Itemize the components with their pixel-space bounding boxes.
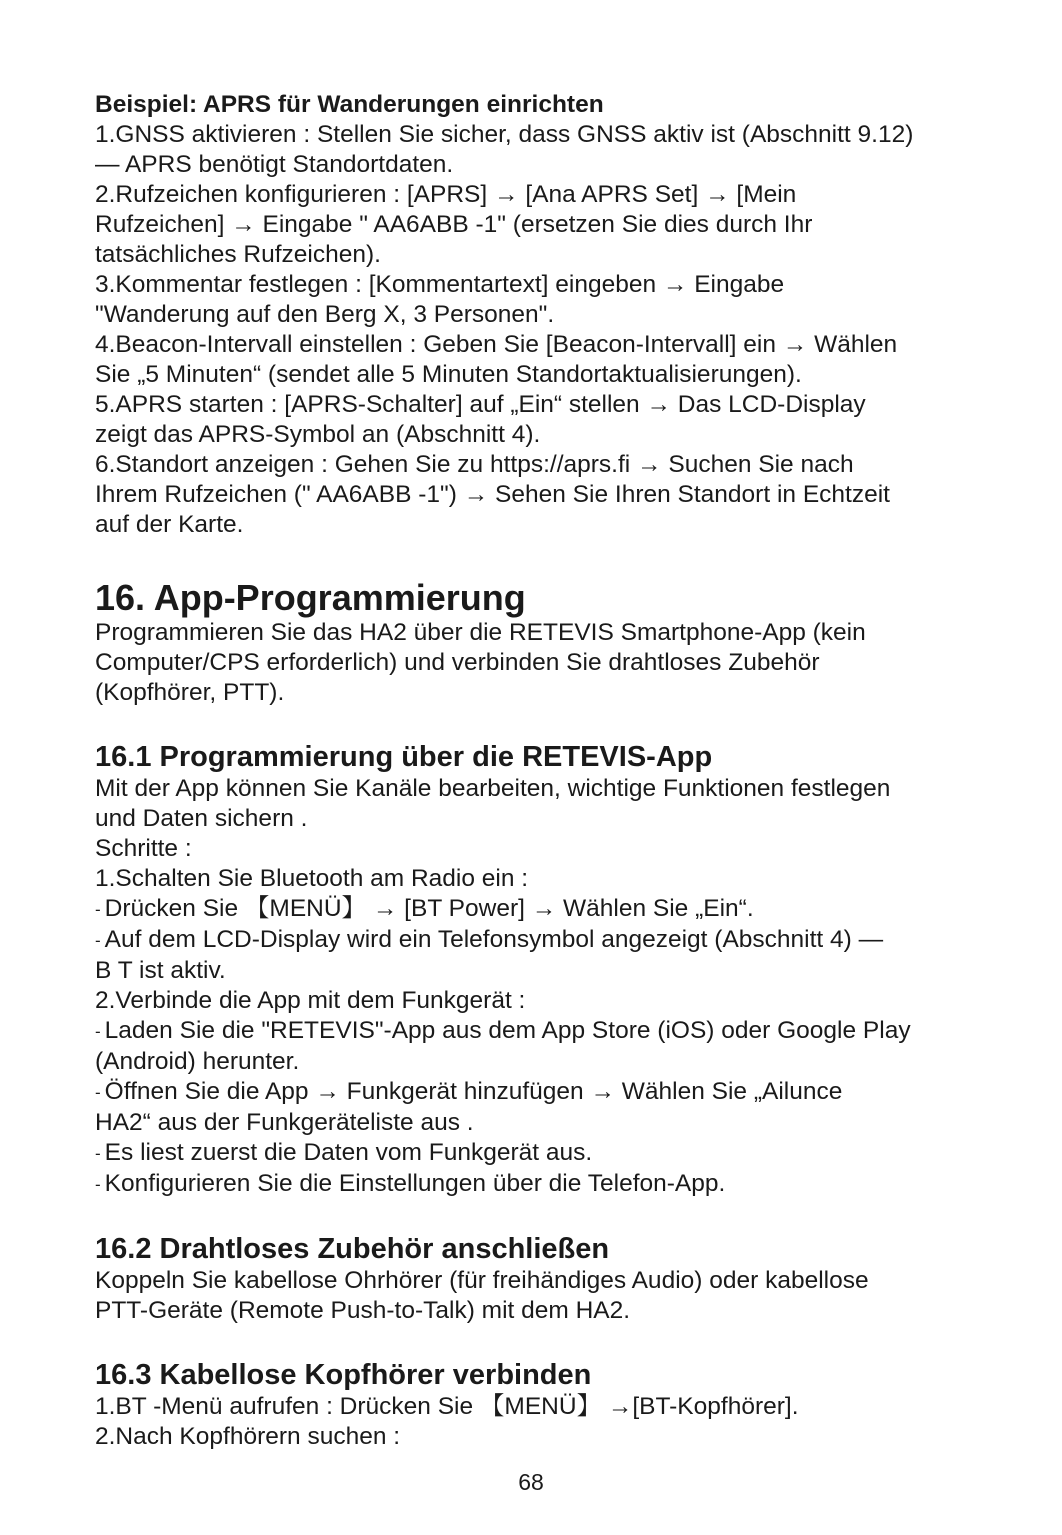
bullet-dash: - [95,1022,101,1041]
section-16-1-line: 2.Verbinde die App mit dem Funkgerät : [95,987,526,1014]
example-line: 5.APRS starten : [APRS-Schalter] auf „Ein“ stellen → Das LCD-Display [95,391,866,418]
section-16-3-line: 2.Nach Kopfhörern suchen : [95,1423,401,1450]
example-line: Ihrem Rufzeichen (" AA6ABB -1") → Sehen Sie Ihren Standort in Echtzeit [95,481,890,508]
bullet-dash: - [95,1083,101,1102]
bullet-line [95,1169,975,1200]
section-16 [95,578,975,708]
example-line: 3.Kommentar festlegen : [Kommentartext] eingeben → Eingabe [95,271,785,298]
bullet-line [95,1138,975,1169]
bullet-dash: - [95,1144,101,1163]
example-line: 2.Rufzeichen konfigurieren : [APRS] → [Ana APRS Set] → [Mein [95,181,797,208]
section-16-3-line: 1.BT -Menü aufrufen : Drücken Sie 【MENÜ】 →[BT-Kopfhörer]. [95,1393,799,1420]
bullet-line [95,1016,975,1047]
example-line: zeigt das APRS-Symbol an (Abschnitt 4). [95,421,541,448]
bullet-text: Es liest zuerst die Daten vom Funkgerät aus. [104,1139,593,1166]
section-16-1-line: B T ist aktiv. [95,957,226,984]
bullet-dash: - [95,1175,101,1194]
example-line: — APRS benötigt Standortdaten. [95,151,454,178]
bullet-text: Drücken Sie 【MENÜ】 → [BT Power] → Wählen Sie „Ein“. [104,895,754,922]
section-16-1-title: 16.1 Programmierung über die RETEVIS-App [95,741,713,773]
section-16-line: Computer/CPS erforderlich) und verbinden Sie drahtloses Zubehör [95,649,820,676]
example-line: Rufzeichen] → Eingabe " AA6ABB -1" (ersetzen Sie dies durch Ihr [95,211,813,238]
bullet-text: Laden Sie die "RETEVIS"-App aus dem App Store (iOS) oder Google Play [104,1017,911,1044]
example-line: 6.Standort anzeigen : Gehen Sie zu https://aprs.fi → Suchen Sie nach [95,451,854,478]
section-16-1-line: Schritte : [95,835,192,862]
section-16-3-title: 16.3 Kabellose Kopfhörer verbinden [95,1359,592,1391]
section-16-2 [95,1232,975,1326]
section-16-line: (Kopfhörer, PTT). [95,679,285,706]
section-16-1-line: 1.Schalten Sie Bluetooth am Radio ein : [95,865,529,892]
example-line: 1.GNSS aktivieren : Stellen Sie sicher, dass GNSS aktiv ist (Abschnitt 9.12) [95,121,914,148]
bullet-line [95,925,975,956]
bullet-line [95,894,975,925]
section-16-1-line: HA2“ aus der Funkgeräteliste aus . [95,1109,474,1136]
section-16-line: Programmieren Sie das HA2 über die RETEVIS Smartphone-App (kein [95,619,866,646]
bullet-text: Konfigurieren Sie die Einstellungen über die Telefon-App. [104,1170,726,1197]
bullet-line [95,1077,975,1108]
example-heading: Beispiel: APRS für Wanderungen einrichten [95,91,604,118]
example-line: Sie „5 Minuten“ (sendet alle 5 Minuten Standortaktualisierungen). [95,361,802,388]
section-16-1-line: (Android) herunter. [95,1048,300,1075]
page-number: 68 [518,1469,544,1495]
bullet-dash: - [95,931,101,950]
bullet-text: Öffnen Sie die App → Funkgerät hinzufügen → Wählen Sie „Ailunce [104,1078,843,1105]
section-16-1 [95,740,975,1200]
example-line: 4.Beacon-Intervall einstellen : Geben Sie [Beacon-Intervall] ein → Wählen [95,331,898,358]
section-16-title: 16. App-Programmierung [95,577,526,618]
example-line: auf der Karte. [95,511,244,538]
section-16-2-line: PTT-Geräte (Remote Push-to-Talk) mit dem HA2. [95,1297,631,1324]
section-16-1-line: und Daten sichern . [95,805,308,832]
example-line: "Wanderung auf den Berg X, 3 Personen". [95,301,555,328]
section-16-2-line: Koppeln Sie kabellose Ohrhörer (für freihändiges Audio) oder kabellose [95,1267,869,1294]
section-16-1-line: Mit der App können Sie Kanäle bearbeiten, wichtige Funktionen festlegen [95,775,891,802]
example-block [95,90,975,540]
bullet-text: Auf dem LCD-Display wird ein Telefonsymbol angezeigt (Abschnitt 4) — [104,926,884,953]
section-16-3 [95,1358,975,1452]
example-line: tatsächliches Rufzeichen). [95,241,381,268]
page-content [95,90,975,1452]
bullet-dash: - [95,900,101,919]
section-16-2-title: 16.2 Drahtloses Zubehör anschließen [95,1233,610,1265]
